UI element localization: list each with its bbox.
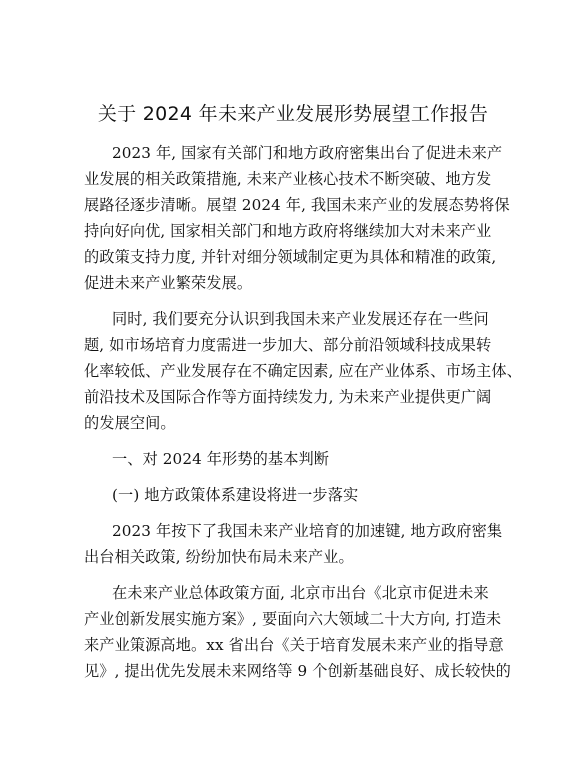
paragraph-line: 题, 如市场培育力度需进一步加大、部分前沿领域科技成果转: [84, 336, 492, 354]
paragraph-line: 的发展空间。: [84, 414, 176, 432]
paragraph-line: 产业创新发展实施方案》, 要面向六大领域二十大方向, 打造未: [84, 610, 502, 628]
paragraph-line: 展路径逐步清晰。展望 2024 年, 我国未来产业的发展态势将保: [84, 196, 510, 214]
paragraph-line: 业发展的相关政策措施, 未来产业核心技术不断突破、地方发: [84, 170, 492, 188]
paragraph-line: 2023 年, 国家有关部门和地方政府密集出台了促进未来产: [112, 144, 503, 162]
paragraph-line: 2023 年按下了我国未来产业培育的加速键, 地方政府密集: [112, 522, 503, 540]
paragraph-line: 在未来产业总体政策方面, 北京市出台《北京市促进未来: [112, 584, 489, 602]
paragraph-line: 持向好向优, 国家相关部门和地方政府将继续加大对未来产业: [84, 222, 492, 240]
paragraph-line: 出台相关政策, 纷纷加快布局未来产业。: [84, 548, 354, 566]
subsection-heading: (一) 地方政策体系建设将进一步落实: [112, 486, 359, 504]
paragraph-line: 化率较低、产业发展存在不确定因素, 应在产业体系、市场主体、: [84, 362, 522, 380]
paragraph-line: 来产业策源高地。xx 省出台《关于培育发展未来产业的指导意: [84, 636, 504, 654]
document-title: 关于 2024 年未来产业发展形势展望工作报告: [97, 103, 489, 125]
paragraph-line: 见》, 提出优先发展未来网络等 9 个创新基础良好、成长较快的: [84, 662, 511, 680]
paragraph-line: 的政策支持力度, 并针对细分领域制定更为具体和精准的政策,: [84, 248, 497, 266]
paragraph-line: 同时, 我们要充分认识到我国未来产业发展还存在一些问: [112, 310, 489, 328]
paragraph-line: 促进未来产业繁荣发展。: [84, 274, 253, 292]
paragraph-line: 前沿技术及国际合作等方面持续发力, 为未来产业提供更广阔: [84, 388, 492, 406]
section-heading: 一、对 2024 年形势的基本判断: [112, 450, 330, 468]
